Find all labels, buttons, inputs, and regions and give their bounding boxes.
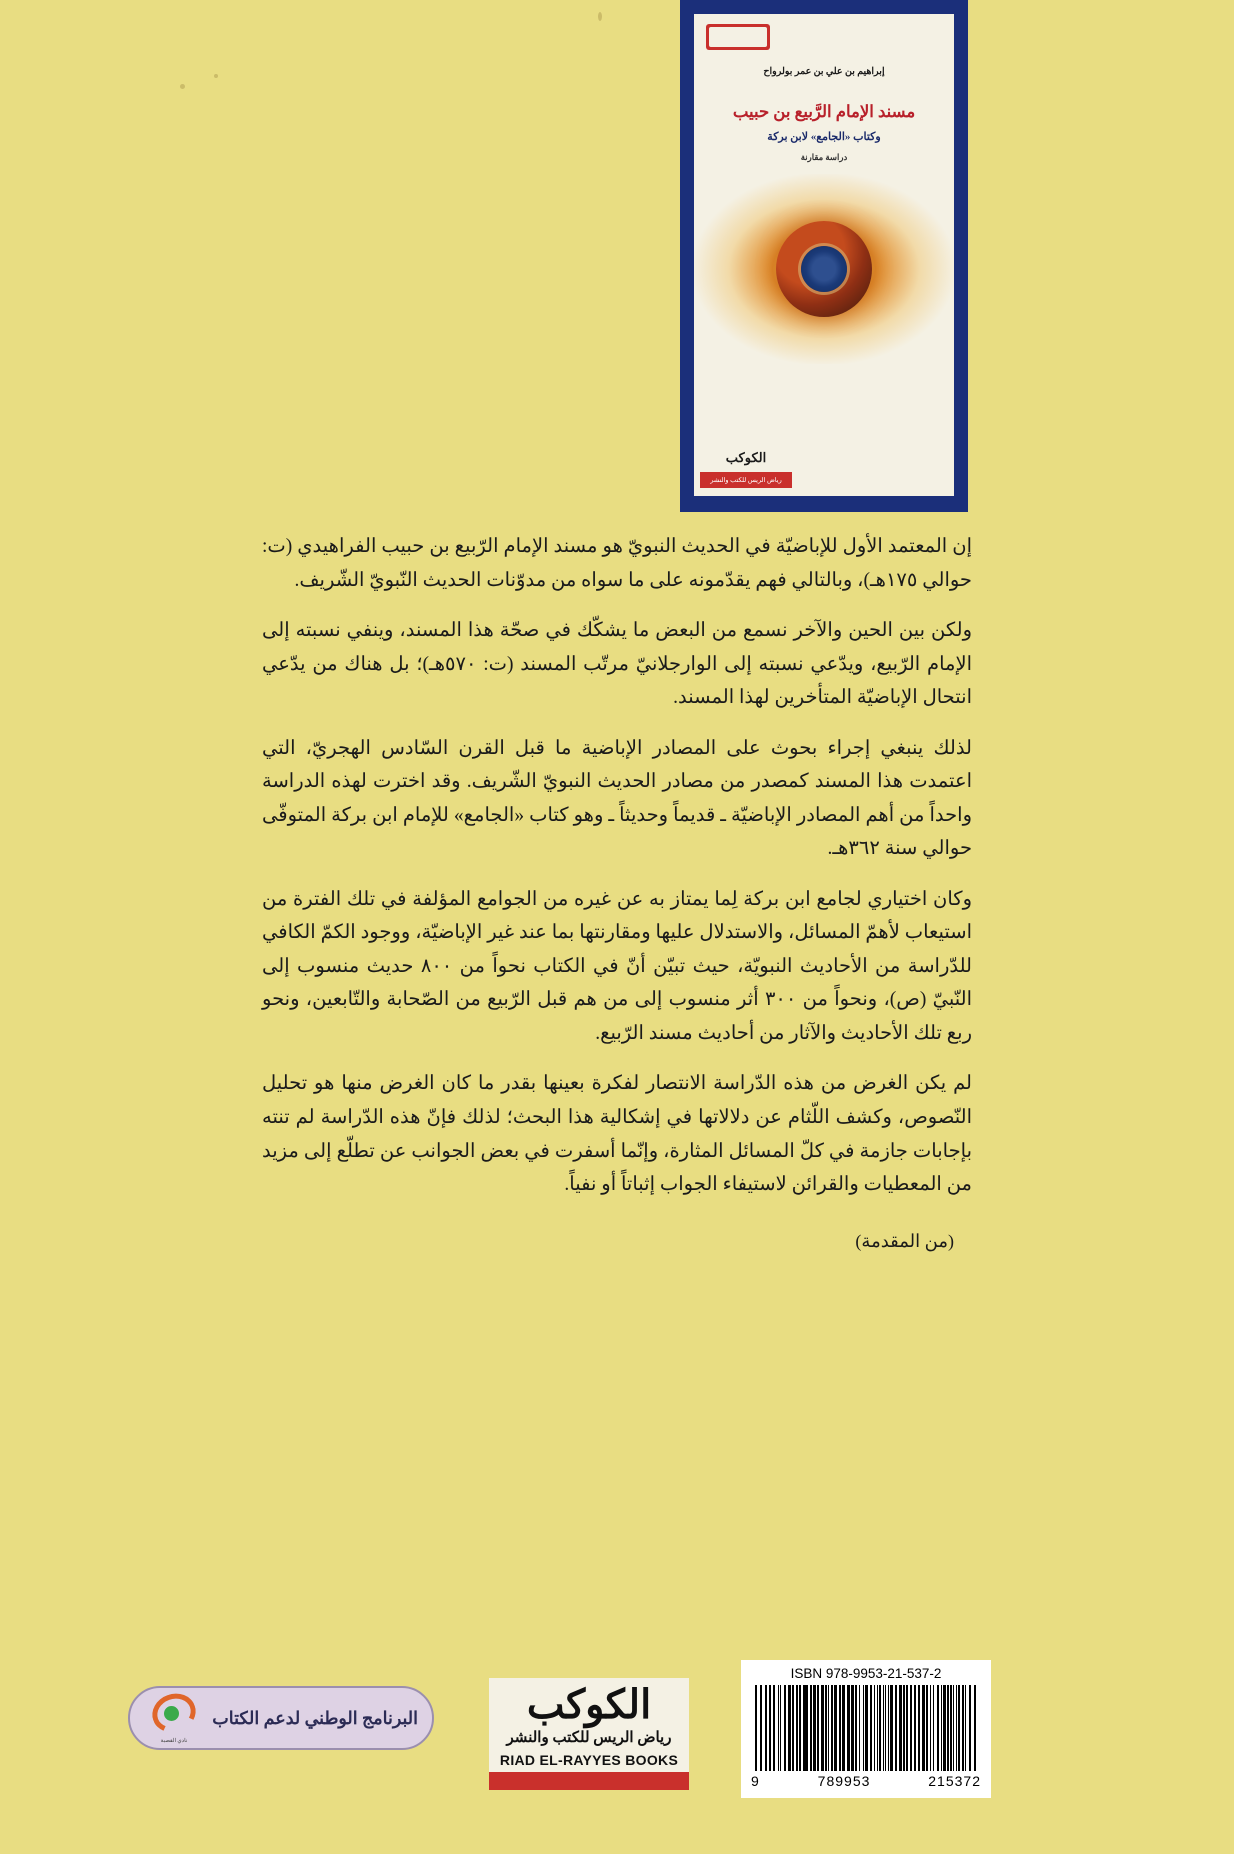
scan-speck (180, 84, 185, 89)
barcode-digit-group: 9 (751, 1773, 760, 1789)
scan-speck (598, 12, 602, 21)
scan-speck (214, 74, 218, 78)
support-program-logo-icon (148, 1692, 200, 1744)
barcode-digits (749, 1771, 983, 1789)
national-book-support-badge (128, 1686, 434, 1750)
blurb-paragraph: ولكن بين الحين والآخر نسمع من البعض ما يشكّك في صحّة هذا المسند، وينفي نسبته إلى الإمام الرّبيع، ويدّعي نسبته إلى الوارجلانيّ مرتّب المسند (ت: ٥٧٠هـ)؛ بل هناك من يدّعي انتحال الإباضيّة المتأخرين لهذا المسند. (262, 620, 972, 709)
back-cover-blurb (262, 530, 972, 1274)
support-logo-caption: نادي القصبة (160, 1738, 188, 1744)
barcode-digit-group: 789953 (817, 1773, 871, 1789)
blurb-paragraph: إن المعتمد الأول للإباضيّة في الحديث النبويّ هو مسند الإمام الرّبيع بن حبيب الفراهيدي (ت: حوالي ١٧٥هـ)، وبالتالي فهم يقدّمونه على ما سواه من مدوّنات الحديث النّبويّ الشّريف. (262, 536, 972, 591)
publisher-name-arabic: الكوكب (526, 1682, 652, 1727)
isbn-label: ISBN 978-9953-21-537-2 (790, 1666, 942, 1681)
publisher-sub-arabic: رياض الريس للكتب والنشر (506, 1730, 672, 1746)
blurb-paragraph: لذلك ينبغي إجراء بحوث على المصادر الإباضية ما قبل القرن السّادس الهجريّ، التي اعتمدت هذا المسند كمصدر من مصادر الحديث النبويّ الشّريف. وقد اخترت لهذه الدراسة واحداً من أهم المصادر الإباضيّة ـ قديماً وحديثاً ـ وهو كتاب «الجامع» للإمام ابن بركة المتوفّى حوالي سنة ٣٦٢هـ. (262, 737, 972, 860)
cover-title: مسند الإمام الرَّبيع بن حبيب (732, 102, 916, 121)
isbn-barcode-block (741, 1660, 991, 1798)
cover-seal-icon (706, 24, 770, 50)
publisher-logo (489, 1678, 689, 1790)
blurb-paragraph: لم يكن الغرض من هذه الدّراسة الانتصار لفكرة بعينها بقدر ما كان الغرض منها هو تحليل النّصوص، وكشف اللّثام عن دلالاتها في إشكالية هذا البحث؛ لذلك فإنّ هذه الدّراسة لم تنته بإجابات جازمة في كلّ المسائل المثارة، وإنّما أسفرت في بعض الجوانب عن تطلّع إلى مزيد من المعطيات والقرائن لاستيفاء الجواب إثباتاً أو نفياً. (262, 1073, 972, 1196)
cover-illustration (694, 174, 954, 364)
cover-author: إبراهيم بن علي بن عمر بولرواح (763, 67, 885, 77)
blurb-paragraph: وكان اختياري لجامع ابن بركة لِما يمتاز به عن غيره من الجوامع المؤلفة في تلك الفترة من استيعاب لأهمّ المسائل، والاستدلال عليها ومقارنتها بما عند غير الإباضيّة، ووجود الكمّ الكافي للدّراسة من الأحاديث النبويّة، حيث تبيّن أنّ في الكتاب نحواً من ٨٠٠ حديث منسوب إلى النّبيّ (ص)، ونحواً من ٣٠٠ أثر منسوب إلى من هم قبل الرّبيع من الصّحابة والتّابعين، ونحو ربع تلك الأحاديث والآثار من أحاديث مسند الرّبيع. (262, 888, 973, 1044)
publisher-name-english: RIAD EL-RAYYES BOOKS (499, 1752, 679, 1768)
publisher-logo-bar (489, 1772, 689, 1790)
cover-publisher-sub-ar: رياض الريس للكتب والنشر (700, 472, 792, 488)
barcode (749, 1685, 983, 1771)
support-badge-label: البرنامج الوطني لدعم الكتاب (212, 1707, 418, 1728)
barcode-digit-group: 215372 (928, 1773, 981, 1789)
blurb-source-note: (من المقدمة) (855, 1230, 954, 1251)
cover-artwork (694, 14, 954, 496)
cover-publisher-name-ar: الكوكب (725, 450, 767, 465)
cover-orb-icon (776, 221, 872, 317)
cover-subtitle-primary: وكتاب «الجامع» لابن بركة (767, 131, 881, 143)
cover-publisher-logo (700, 444, 792, 490)
cover-subtitle-secondary: دراسة مقارنة (800, 152, 848, 162)
book-cover-thumbnail (680, 0, 968, 512)
